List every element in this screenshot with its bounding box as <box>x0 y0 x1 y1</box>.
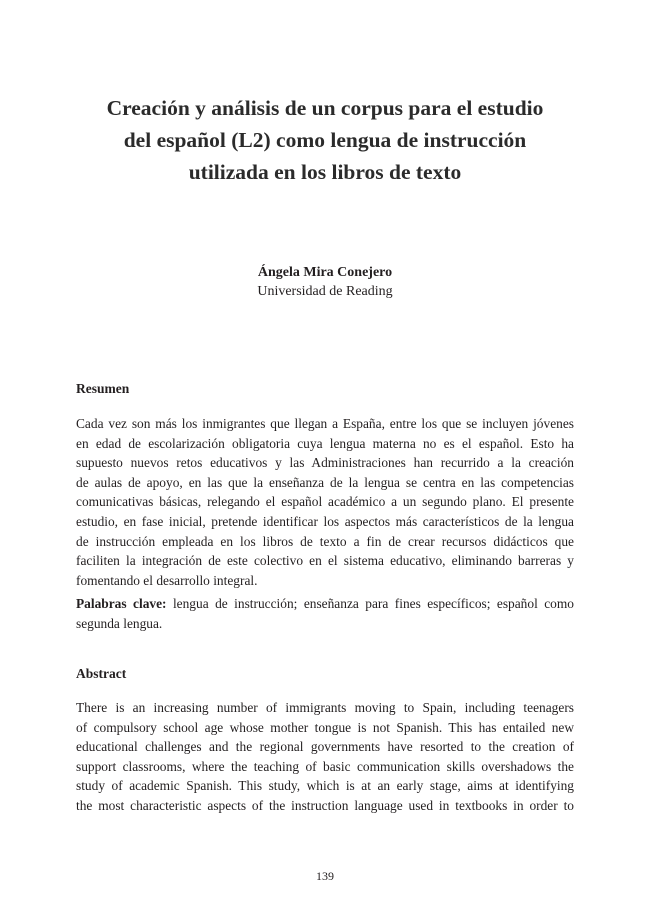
resumen-line: comunicativas básicas, relegando el español académico a un segundo plano. El presente <box>76 494 574 510</box>
abstract-line: support classrooms, where the teaching of basic communication skills overshadows the <box>76 758 574 774</box>
abstract-line: of compulsory school age whose mother tongue is not Spanish. This has entailed new <box>76 719 574 735</box>
resumen-line: en edad de escolarización obligatoria cuya lengua materna no es el español. Esto ha <box>76 435 574 451</box>
page-number: 139 <box>316 869 334 883</box>
keywords-paragraph <box>76 594 574 633</box>
abstract-line: educational challenges and the regional governments have resorted to the creation of <box>76 739 574 755</box>
resumen-line: fomentando el desarrollo integral. <box>76 572 258 588</box>
author-block <box>0 263 650 301</box>
resumen-line: Cada vez son más los inmigrantes que llegan a España, entre los que se incluyen jóvenes <box>76 416 574 431</box>
resumen-line: faciliten la integración de este colectivo en el sistema educativo, eliminando barreras y <box>76 553 574 569</box>
resumen-paragraph <box>76 414 574 590</box>
abstract-paragraph <box>76 698 574 816</box>
abstract-line: the most characteristic aspects of the instruction language used in textbooks in order to <box>76 797 574 813</box>
title-line: utilizada en los libros de texto <box>188 160 462 184</box>
author-name: Ángela Mira Conejero <box>257 265 393 280</box>
keywords-line: segunda lengua. <box>76 615 163 631</box>
keywords-text: lengua de instrucción; enseñanza para fines específicos; español como <box>166 596 574 611</box>
resumen-heading: Resumen <box>76 381 130 396</box>
keywords-label: Palabras clave: <box>76 596 167 611</box>
abstract-line: There is an increasing number of immigrants moving to Spain, including teenagers <box>76 700 574 715</box>
paper-title <box>60 92 590 188</box>
resumen-line: de aulas de apoyo, en las que la enseñanza de la lengua se centra en las competencias <box>76 474 574 490</box>
resumen-line: estudio, en fase inicial, pretende identificar los aspectos más característicos de la lengua <box>76 513 574 529</box>
resumen-line: de instrucción empleada en los libros de texto a fin de crear recursos didácticos que <box>76 533 574 549</box>
resumen-line: supuesto nuevos retos educativos y las Administraciones han recurrido a la creación <box>76 455 574 471</box>
abstract-heading: Abstract <box>76 666 127 681</box>
keywords-line <box>76 594 574 614</box>
abstract-line: study of academic Spanish. This study, which is at an early stage, aims at identifying <box>76 778 574 794</box>
title-line: del español (L2) como lengua de instrucción <box>123 128 527 152</box>
author-affiliation: Universidad de Reading <box>257 284 393 299</box>
title-line: Creación y análisis de un corpus para el estudio <box>106 96 544 120</box>
